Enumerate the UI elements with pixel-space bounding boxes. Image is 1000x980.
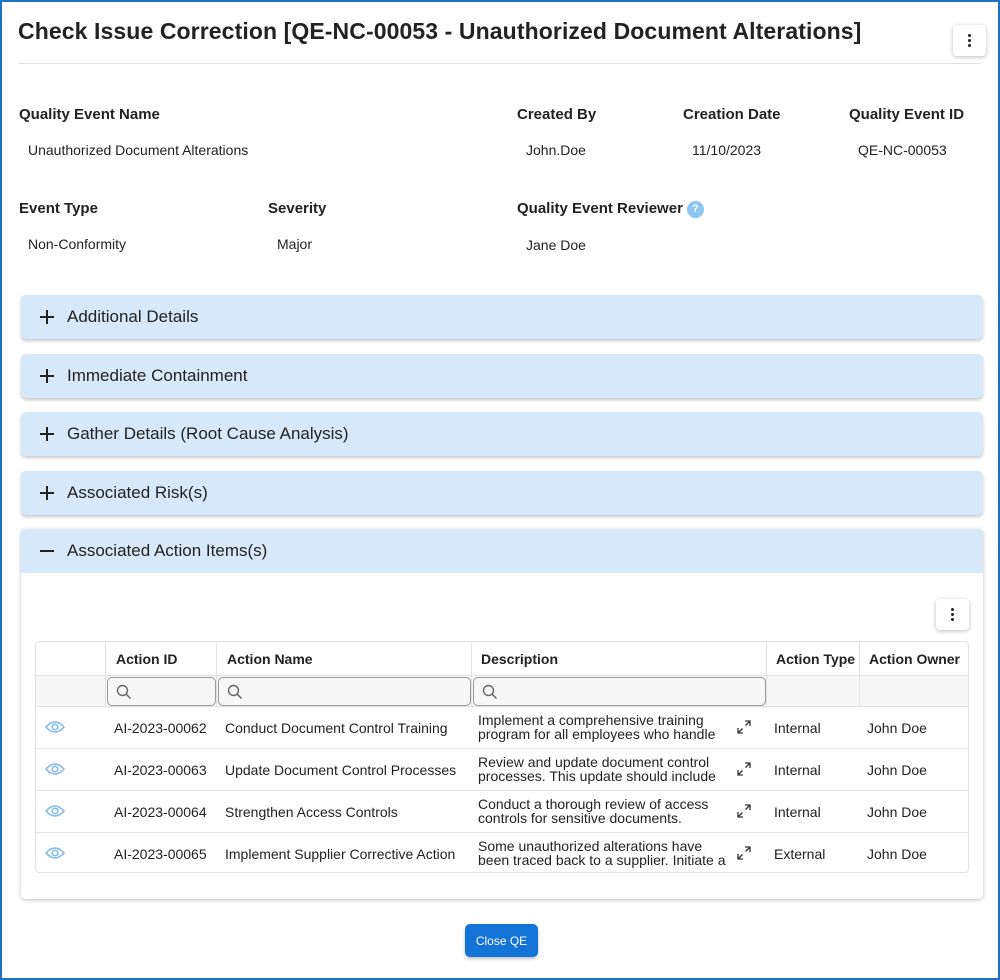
section-associated-action-items[interactable]: [21, 529, 983, 573]
page-menu-button[interactable]: [953, 25, 986, 56]
action-id-cell: AI-2023-00062: [114, 720, 207, 736]
section-label: Immediate Containment: [67, 366, 248, 385]
action-owner-cell: John Doe: [867, 804, 927, 820]
question-circle-icon[interactable]: ?: [687, 201, 704, 218]
quality-event-name-label: Quality Event Name: [19, 106, 160, 123]
action-name-cell: Update Document Control Processes: [225, 762, 457, 778]
action-type-cell: External: [774, 846, 826, 862]
plus-icon: [39, 368, 55, 384]
section-label: Associated Risk(s): [67, 483, 208, 502]
section-label: Gather Details (Root Cause Analysis): [67, 424, 349, 443]
quality-event-id-value: QE-NC-00053: [858, 142, 947, 158]
action-name-filter-input[interactable]: [218, 677, 471, 706]
action-owner-cell: John Doe: [867, 762, 927, 778]
column-divider: [471, 642, 472, 707]
section-gather-details[interactable]: [21, 412, 983, 456]
column-header-description[interactable]: Description: [481, 651, 559, 667]
description-cell: Some unauthorized alterations have been traced back to a supplier. Initiate a: [478, 839, 726, 868]
plus-icon: [39, 485, 55, 501]
column-divider: [216, 642, 217, 707]
page-title: Check Issue Correction [QE-NC-00053 - Unauthorized Document Alterations]: [18, 18, 862, 44]
action-id-cell: AI-2023-00064: [114, 804, 207, 820]
creation-date-label: Creation Date: [683, 106, 781, 123]
plus-icon: [39, 309, 55, 325]
column-header-action-owner[interactable]: Action Owner: [869, 651, 961, 667]
event-type-value: Non-Conformity: [28, 236, 127, 252]
severity-label: Severity: [268, 200, 327, 217]
minus-icon: [39, 543, 55, 559]
column-header-action-type[interactable]: Action Type: [776, 651, 856, 667]
quality-event-name-value: Unauthorized Document Alterations: [28, 142, 249, 158]
expand-arrows-icon[interactable]: [736, 719, 752, 735]
plus-icon: [39, 426, 55, 442]
column-divider: [105, 642, 106, 707]
action-name-cell: Conduct Document Control Training: [225, 720, 448, 736]
action-id-cell: AI-2023-00063: [114, 762, 207, 778]
description-cell: Implement a comprehensive training program for all employees who handle: [478, 713, 716, 742]
quality-event-id-label: Quality Event ID: [849, 106, 965, 123]
eye-icon[interactable]: [45, 762, 65, 776]
action-type-cell: Internal: [774, 762, 821, 778]
event-type-label: Event Type: [19, 200, 98, 217]
reviewer-label: Quality Event Reviewer: [517, 200, 683, 217]
severity-value: Major: [277, 236, 313, 252]
expand-arrows-icon[interactable]: [736, 761, 752, 777]
eye-icon[interactable]: [45, 846, 65, 860]
column-divider: [859, 642, 860, 707]
description-filter-input[interactable]: [473, 677, 766, 706]
table-menu-button[interactable]: [936, 599, 969, 630]
table-body: [36, 707, 968, 873]
search-icon: [116, 684, 132, 700]
kebab-vertical-icon: [951, 608, 954, 621]
action-name-cell: Implement Supplier Corrective Action: [225, 846, 456, 862]
creation-date-value: 11/10/2023: [692, 142, 762, 158]
table-header: [36, 642, 968, 676]
title-divider: [18, 63, 981, 64]
column-divider: [766, 642, 767, 707]
kebab-vertical-icon: [968, 34, 971, 47]
eye-icon[interactable]: [45, 804, 65, 818]
section-additional-details[interactable]: [21, 295, 983, 339]
section-associated-action-items-panel: [21, 529, 983, 899]
action-type-cell: Internal: [774, 720, 821, 736]
action-id-filter-input[interactable]: [107, 677, 216, 706]
table-row: [36, 791, 968, 833]
filter-row: [36, 676, 968, 707]
table-row: [36, 749, 968, 791]
table-row: [36, 707, 968, 749]
search-icon: [227, 684, 243, 700]
description-cell: Conduct a thorough review of access controls for sensitive documents.: [478, 797, 709, 826]
action-id-cell: AI-2023-00065: [114, 846, 207, 862]
action-type-cell: Internal: [774, 804, 821, 820]
section-label: Associated Action Items(s): [67, 541, 268, 560]
created-by-label: Created By: [517, 106, 597, 123]
column-header-action-name[interactable]: Action Name: [227, 651, 313, 667]
action-owner-cell: John Doe: [867, 720, 927, 736]
section-immediate-containment[interactable]: [21, 354, 983, 398]
action-name-cell: Strengthen Access Controls: [225, 804, 398, 820]
expand-arrows-icon[interactable]: [736, 845, 752, 861]
reviewer-value: Jane Doe: [526, 237, 586, 253]
section-associated-risks[interactable]: [21, 471, 983, 515]
eye-icon[interactable]: [45, 720, 65, 734]
section-label: Additional Details: [67, 307, 199, 326]
expand-arrows-icon[interactable]: [736, 803, 752, 819]
created-by-value: John.Doe: [526, 142, 586, 158]
table-row: [36, 833, 968, 873]
action-items-table: [35, 641, 969, 873]
column-header-action-id[interactable]: Action ID: [116, 651, 178, 667]
search-icon: [482, 684, 498, 700]
reviewer-label-group: [517, 200, 704, 218]
description-cell: Review and update document control processes. This update should include: [478, 755, 716, 784]
close-qe-button[interactable]: Close QE: [465, 924, 538, 957]
action-owner-cell: John Doe: [867, 846, 927, 862]
